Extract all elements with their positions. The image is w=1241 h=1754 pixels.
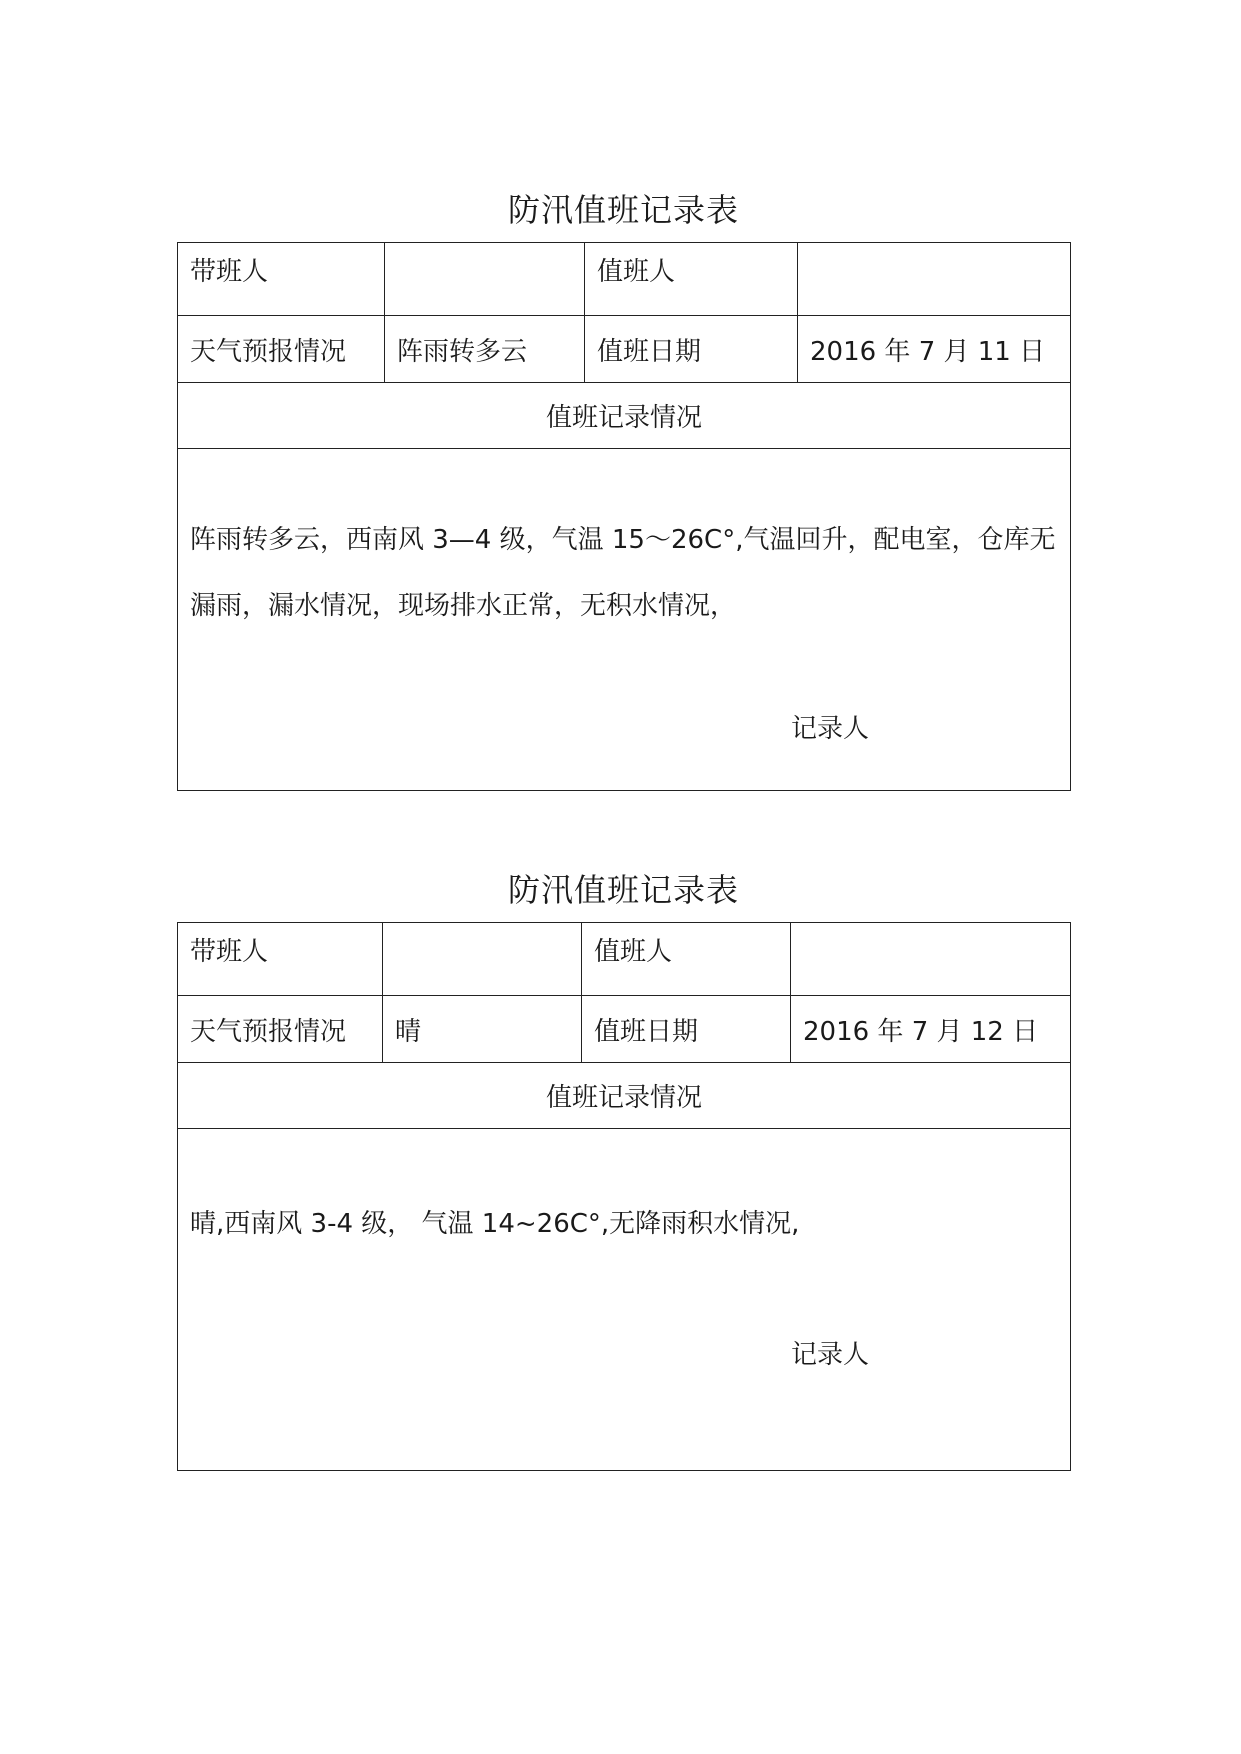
- table-row: [178, 996, 1071, 1063]
- form-title: 防汛值班记录表: [507, 191, 739, 229]
- duty-label: 值班人: [582, 923, 791, 996]
- duty-label: 值班人: [585, 243, 798, 316]
- date-label: 值班日期: [585, 316, 798, 383]
- notes-text: 阵雨转多云，西南风 3—4 级，气温 15～26C°,气温回升，配电室，仓库无漏雨，漏水情况，现场排水正常，无积水情况，: [190, 525, 1056, 621]
- lead-label: 带班人: [178, 243, 385, 316]
- lead-value-field[interactable]: [383, 923, 582, 996]
- duty-value-field[interactable]: [798, 243, 1071, 316]
- section-heading: 值班记录情况: [178, 383, 1071, 449]
- duty-record-1: [177, 186, 1070, 791]
- table-row: [178, 243, 1071, 316]
- table-row: [178, 383, 1071, 449]
- duty-value-field[interactable]: [791, 923, 1071, 996]
- table-row: [178, 923, 1071, 996]
- date-value: 2016 年 7 月 11 日: [798, 316, 1071, 383]
- weather-label: 天气预报情况: [178, 996, 383, 1063]
- recorder-label: 记录人: [791, 1340, 870, 1370]
- duty-table: [177, 242, 1071, 791]
- lead-label: 带班人: [178, 923, 383, 996]
- notes-area: [178, 1129, 1070, 1469]
- duty-record-2: [177, 866, 1070, 1471]
- table-row: [178, 316, 1071, 383]
- date-label: 值班日期: [582, 996, 791, 1063]
- form-title: 防汛值班记录表: [507, 871, 739, 909]
- recorder-label: 记录人: [791, 714, 870, 744]
- table-row: [178, 449, 1071, 791]
- notes-area: [178, 449, 1070, 789]
- lead-value-field[interactable]: [385, 243, 585, 316]
- notes-text: 晴,西南风 3-4 级， 气温 14~26C°,无降雨积水情况,: [190, 1209, 800, 1239]
- table-row: [178, 1063, 1071, 1129]
- weather-value: 晴: [383, 996, 582, 1063]
- weather-value: 阵雨转多云: [385, 316, 585, 383]
- section-heading: 值班记录情况: [178, 1063, 1071, 1129]
- table-row: [178, 1129, 1071, 1471]
- weather-label: 天气预报情况: [178, 316, 385, 383]
- duty-table: [177, 922, 1071, 1471]
- date-value: 2016 年 7 月 12 日: [791, 996, 1071, 1063]
- notes-cell: [178, 1129, 1071, 1471]
- notes-cell: [178, 449, 1071, 791]
